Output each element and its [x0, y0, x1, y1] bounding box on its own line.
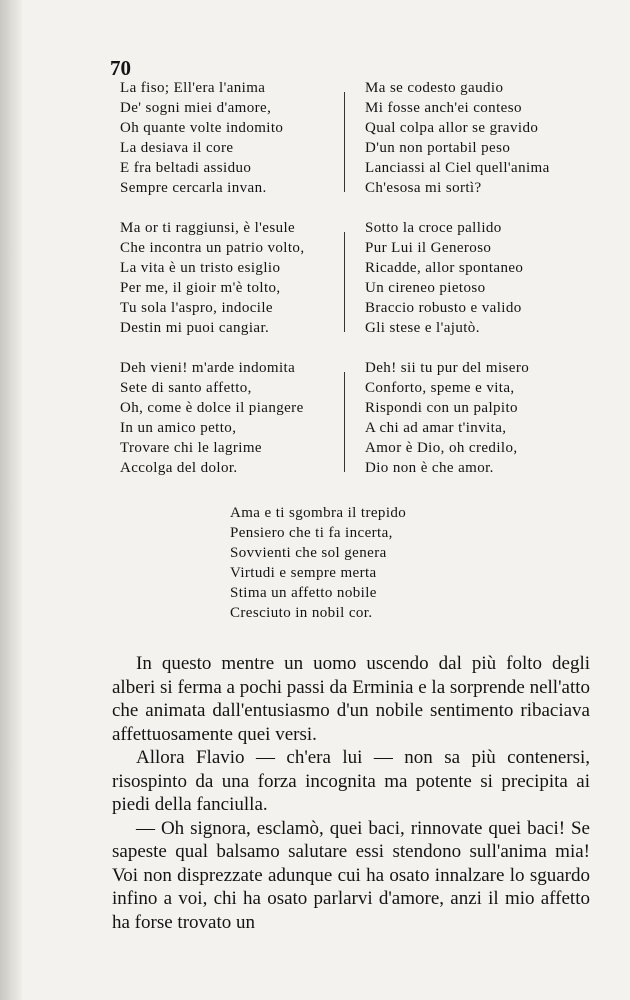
verse-line: Lanciassi al Ciel quell'anima [365, 160, 550, 176]
verse-line: Rispondi con un palpito [365, 400, 518, 416]
verse-line: Virtudi e sempre merta [230, 565, 377, 581]
verse-line: Deh vieni! m'arde indomita [120, 360, 296, 376]
page-number: 70 [110, 56, 131, 80]
verse-line: Sete di santo affetto, [120, 380, 252, 396]
verse-line: Sovvienti che sol genera [230, 545, 387, 561]
poem-stanza-right-2 [365, 218, 523, 338]
verse-line: Ch'esosa mi sortì? [365, 180, 482, 196]
verse-line: Oh, come è dolce il piangere [120, 400, 304, 416]
column-divider [344, 92, 345, 192]
verse-line: D'un non portabil peso [365, 140, 511, 156]
verse-line: Dio non è che amor. [365, 460, 494, 476]
verse-line: Ricadde, allor spontaneo [365, 260, 524, 276]
verse-line: La vita è un tristo esiglio [120, 260, 281, 276]
verse-line: Qual colpa allor se gravido [365, 120, 539, 136]
verse-line: Sotto la croce pallido [365, 220, 502, 236]
verse-line: Tu sola l'aspro, indocile [120, 300, 273, 316]
verse-line: Destin mi puoi cangiar. [120, 320, 270, 336]
prose-paragraph: In questo mentre un uomo uscendo dal più folto degli alberi si ferma a pochi passi da Erminia e la sorprende nell'atto che animata dall'entusiasmo d'un nobile sentimento ribaciava affettuosamente quei versi. [112, 653, 590, 745]
verse-line: Ma or ti raggiunsi, è l'esule [120, 220, 296, 236]
verse-line: Mi fosse anch'ei conteso [365, 100, 522, 116]
verse-line: E fra beltadi assiduo [120, 160, 252, 176]
verse-line: Gli stese e l'ajutò. [365, 320, 480, 336]
poem-stanza-left-2 [120, 218, 304, 338]
verse-line: Amor è Dio, oh credilo, [365, 440, 518, 456]
prose-body [112, 652, 590, 934]
verse-line: Ama e ti sgombra il trepido [230, 505, 407, 521]
poem-stanza-left-1 [120, 78, 283, 198]
verse-line: Pur Lui il Generoso [365, 240, 492, 256]
verse-line: Oh quante volte indomito [120, 120, 284, 136]
prose-paragraph: — Oh signora, esclamò, quei baci, rinnovate quei baci! Se sapeste qual balsamo salutare essi stendono sull'anima mia! Voi non disprezzate adunque cui ha osato innalzare lo sguardo infino a voi, chi ha osato parlarvi d'amore, anzi il mio affetto ha forse trovato un [112, 817, 590, 933]
verse-line: Un cireneo pietoso [365, 280, 486, 296]
verse-line: Stima un affetto nobile [230, 585, 377, 601]
verse-line: Pensiero che ti fa incerta, [230, 525, 393, 541]
poem-stanza-left-3 [120, 358, 304, 478]
poem-stanza-right-3 [365, 358, 529, 478]
verse-line: Che incontra un patrio volto, [120, 240, 305, 256]
prose-paragraph: Allora Flavio — ch'era lui — non sa più contenersi, risospinto da una forza incognita ma potente si precipita ai piedi della fanciulla. [112, 747, 590, 815]
verse-line: Trovare chi le lagrime [120, 440, 262, 456]
verse-line: De' sogni miei d'amore, [120, 100, 272, 116]
verse-line: Per me, il gioir m'è tolto, [120, 280, 281, 296]
verse-line: Conforto, speme e vita, [365, 380, 515, 396]
verse-line: Braccio robusto e valido [365, 300, 522, 316]
column-divider [344, 232, 345, 332]
verse-line: Cresciuto in nobil cor. [230, 605, 373, 621]
verse-line: La fiso; Ell'era l'anima [120, 80, 266, 96]
column-divider [344, 372, 345, 472]
verse-line: La desiava il core [120, 140, 234, 156]
verse-line: Accolga del dolor. [120, 460, 238, 476]
page-gutter-shadow [0, 0, 22, 1000]
verse-line: A chi ad amar t'invita, [365, 420, 507, 436]
verse-line: In un amico petto, [120, 420, 237, 436]
poem-stanza-final [230, 503, 406, 623]
verse-line: Deh! sii tu pur del misero [365, 360, 530, 376]
verse-line: Sempre cercarla invan. [120, 180, 267, 196]
poem-stanza-right-1 [365, 78, 550, 198]
verse-line: Ma se codesto gaudio [365, 80, 504, 96]
